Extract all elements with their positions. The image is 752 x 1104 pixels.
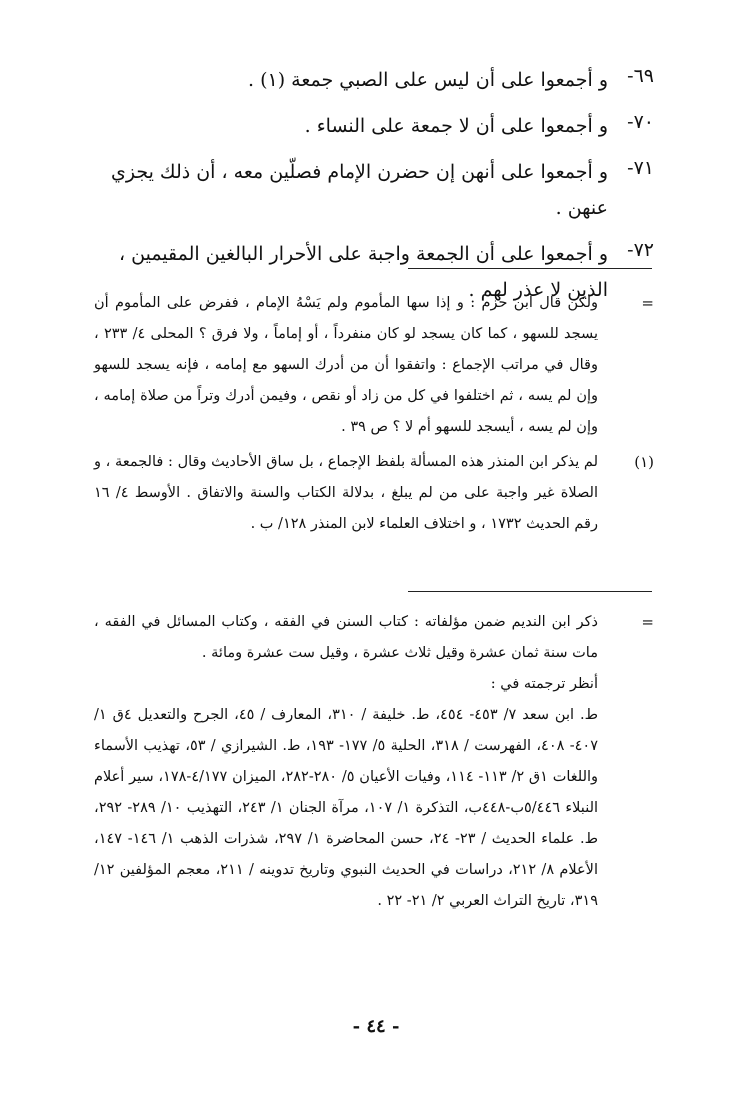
- footnote-divider: [408, 591, 652, 592]
- footnote-text: ولكن قال ابن حزم : و إذا سها المأموم ولم يَسْهُ الإمام ، ففرض على المأموم أن يسجد للسهو ، كما كان يسجد لو كان منفرداً ، أو إماماً ، ولا فرق ؟ المحلى ٤/ ٢٣٣ ، وقال في مراتب الإجماع : واتفقوا أن من أدرك السهو مع إمامه ، فإنه يسجد للسهو وإن لم يسه ، ثم اختلفوا في كل من زاد أو نقص ، وفيمن أدرك وتراً من صلاة إمامه ، وإن لم يسه ، أيسجد للسهو أم لا ؟ ص ٣٩ .: [94, 295, 598, 435]
- item-text: و أجمعوا على أنهن إن حضرن الإمام فصلّين معه ، أن ذلك يجزي عنهن .: [110, 161, 608, 219]
- page-number: - ٤٤ -: [352, 1016, 400, 1037]
- item-text: و أجمعوا على أن ليس على الصبي جمعة (١) .: [248, 69, 608, 91]
- footnote-content: [94, 607, 598, 917]
- footnote-text: لم يذكر ابن المنذر هذه المسألة بلفظ الإجماع ، بل ساق الأحاديث وقال : فالجمعة ، و الصلاة غير واجبة على من لم يبلغ ، بدلالة الكتاب والسنة والاتفاق . الأوسط ٤/ ١٦ رقم الحديث ١٧٣٢ ، و اختلاف العلماء لابن المنذر ١٢٨/ ب .: [94, 454, 598, 532]
- references-list: ط. ابن سعد ٧/ ٤٥٣- ٤٥٤، ط. خليفة / ٣١٠، المعارف / ٤٥، الجرح والتعديل ٤ق ١/ ٤٠٧- ٤٠٨، الفهرست / ٣١٨، الحلية ٥/ ١٧٧- ١٩٣، ط. الشيرازي / ٥٣، تهذيب الأسماء واللغات ١ق ٢/ ١١٣- ١١٤، وفيات الأعيان ٥/ ٢٨٠-٢٨٢، الميزان ٤/١٧٧-١٧٨، سير أعلام النبلاء ٥/٤٤٦ب-٤٤٨ب، التذكرة ١/ ١٠٧، مرآة الجنان ١/ ٢٤٣، التهذيب ١٠/ ٢٨٩- ٢٩٢، ط. علماء الحديث / ٢٣- ٢٤، حسن المحاضرة ١/ ٢٩٧، شذرات الذهب ١/ ١٤٦- ١٤٧، الأعلام ٨/ ٢١٢، دراسات في الحديث النبوي وتاريخ تدوينه / ٢١١، معجم المؤلفين ١٢/ ٣١٩، تاريخ التراث العربي ٢/ ٢١- ٢٢ .: [94, 707, 599, 909]
- footnote-marker: =: [641, 613, 654, 631]
- footnote: [94, 288, 654, 443]
- list-item: [98, 154, 654, 226]
- references-label: أنظر ترجمته في :: [490, 676, 598, 692]
- footnotes: [94, 607, 654, 921]
- list-item: [98, 108, 654, 144]
- footnote: [94, 447, 654, 540]
- footnote-marker: (١): [634, 453, 654, 471]
- item-number: ٧٠-: [627, 111, 654, 133]
- item-number: ٧٢-: [627, 239, 654, 261]
- item-number: ٧١-: [627, 157, 654, 179]
- item-number: ٦٩-: [627, 65, 654, 87]
- footnote-text: ذكر ابن النديم ضمن مؤلفاته : كتاب السنن في الفقه ، وكتاب المسائل في الفقه ، مات سنة ثمان عشرة وقيل ثلاث عشرة ، وقيل ست عشرة ومائة .: [94, 614, 598, 661]
- footnote: [94, 607, 654, 917]
- main-text: [98, 62, 654, 318]
- footnote-marker: =: [641, 294, 654, 312]
- item-text: و أجمعوا على أن الجمعة واجبة على الأحرار البالغين المقيمين ، الذين لا عذر لهم .: [118, 243, 608, 301]
- footnote-divider: [408, 268, 652, 269]
- item-text: و أجمعوا على أن لا جمعة على النساء .: [304, 115, 608, 137]
- footnotes: [94, 288, 654, 544]
- list-item: [98, 62, 654, 98]
